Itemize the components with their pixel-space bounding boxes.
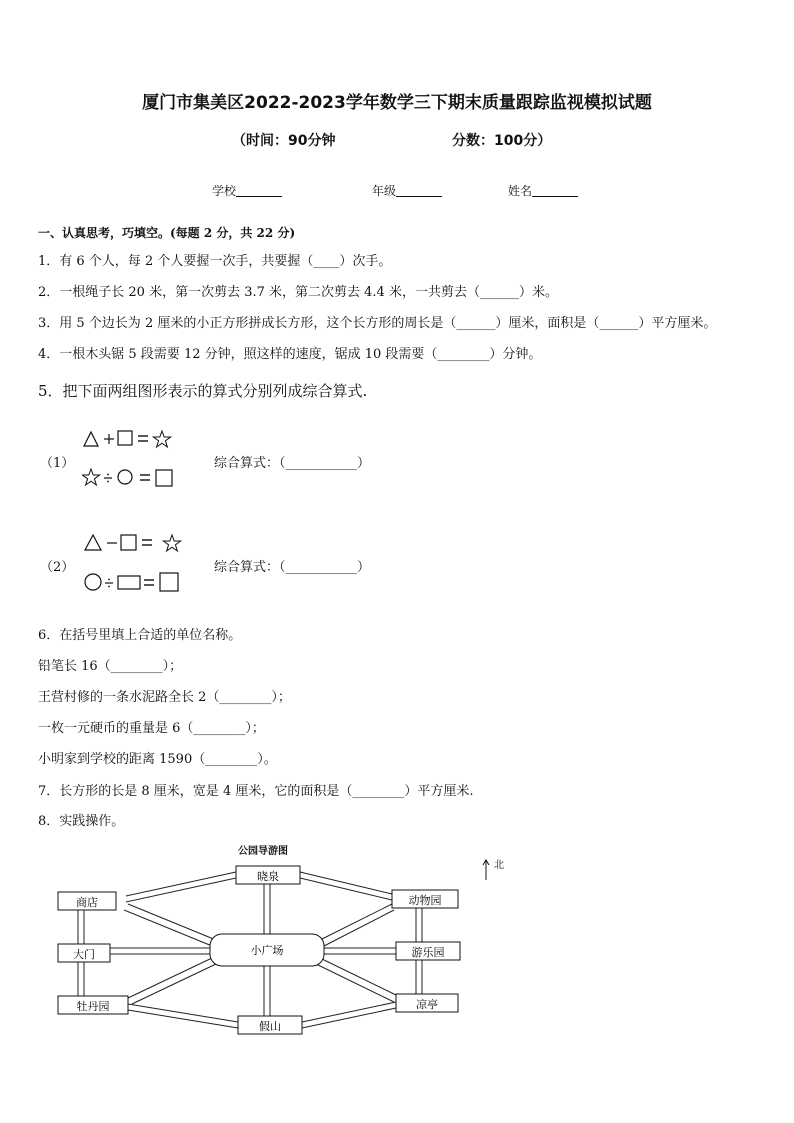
question-8: 8．实践操作。 bbox=[38, 814, 125, 829]
q5-1-label: （1） bbox=[40, 456, 75, 471]
exam-score: 分数：100分） bbox=[452, 133, 552, 149]
map-node-peony bbox=[58, 996, 128, 1014]
svg-text:大门: 大门 bbox=[73, 948, 95, 961]
svg-text:动物园: 动物园 bbox=[408, 894, 442, 907]
star-icon bbox=[82, 469, 99, 485]
name-field[interactable] bbox=[508, 182, 578, 199]
question-4: 4．一根木头锯 5 段需要 12 分钟，照这样的速度，锯成 10 段需要（________）分钟。 bbox=[38, 347, 542, 362]
map-node-zoo bbox=[392, 890, 458, 908]
question-5: 5．把下面两组图形表示的算式分别列成综合算式. bbox=[38, 382, 368, 400]
divide-icon bbox=[105, 579, 113, 588]
equals-icon bbox=[142, 540, 152, 545]
section-heading: 一、认真思考，巧填空。(每题 2 分，共 22 分) bbox=[38, 226, 296, 240]
q5-2-label: （2） bbox=[40, 560, 75, 575]
q5-2-shapes bbox=[82, 532, 186, 596]
divide-icon bbox=[104, 474, 112, 483]
equals-icon bbox=[140, 475, 150, 480]
question-6: 6．在括号里填上合适的单位名称。 bbox=[38, 628, 242, 643]
triangle-icon bbox=[84, 432, 98, 446]
question-3: 3．用 5 个边长为 2 厘米的小正方形拼成长方形，这个长方形的周长是（______）厘米，面积是（______）平方厘米。 bbox=[38, 316, 717, 331]
grade-label: 年级 bbox=[372, 184, 397, 198]
star-icon bbox=[163, 535, 180, 551]
q5-2-formula[interactable]: 综合算式：（___________） bbox=[214, 560, 371, 575]
map-title: 公园导游图 bbox=[238, 846, 288, 857]
map-node-amusement bbox=[396, 942, 460, 960]
school-field[interactable] bbox=[212, 182, 282, 199]
q5-1-formula[interactable]: 综合算式：（___________） bbox=[214, 456, 371, 471]
square-icon bbox=[160, 573, 178, 591]
map-node-center bbox=[210, 934, 324, 966]
school-label: 学校 bbox=[212, 184, 237, 198]
square-icon bbox=[118, 431, 132, 445]
question-6b: 王营村修的一条水泥路全长 2（________）； bbox=[38, 690, 291, 705]
svg-text:假山: 假山 bbox=[259, 1020, 281, 1033]
question-2: 2．一根绳子长 20 米，第一次剪去 3.7 米，第二次剪去 4.4 米，一共剪去（______）米。 bbox=[38, 285, 558, 300]
question-6a: 铅笔长 16（________）； bbox=[38, 659, 183, 674]
star-icon bbox=[153, 431, 170, 447]
equals-icon bbox=[138, 436, 148, 441]
map-node-gate bbox=[58, 944, 110, 962]
plus-icon bbox=[104, 434, 114, 444]
question-7: 7．长方形的长是 8 厘米，宽是 4 厘米，它的面积是（________）平方厘米. bbox=[38, 784, 474, 799]
square-icon bbox=[121, 535, 136, 550]
park-map bbox=[48, 858, 468, 1038]
svg-text:小广场: 小广场 bbox=[250, 944, 284, 957]
question-6d: 小明家到学校的距离 1590（________）。 bbox=[38, 752, 277, 767]
map-node-rockery bbox=[238, 1016, 302, 1034]
name-blank[interactable] bbox=[532, 184, 578, 197]
svg-text:游乐园: 游乐园 bbox=[411, 946, 445, 959]
question-1: 1．有 6 个人，每 2 个人要握一次手，共要握（____）次手。 bbox=[38, 254, 392, 269]
name-label: 姓名 bbox=[508, 184, 533, 198]
question-6c: 一枚一元硬币的重量是 6（________）； bbox=[38, 721, 265, 736]
svg-text:商店: 商店 bbox=[76, 896, 98, 909]
svg-text:牡丹园: 牡丹园 bbox=[76, 1000, 110, 1013]
rectangle-icon bbox=[118, 576, 140, 589]
q5-1-shapes bbox=[82, 428, 186, 490]
page-title: 厦门市集美区2022-2023学年数学三下期末质量跟踪监视模拟试题 bbox=[142, 93, 652, 113]
circle-icon bbox=[118, 470, 132, 484]
north-label: 北 bbox=[494, 860, 504, 871]
map-node-top bbox=[236, 866, 300, 884]
grade-blank[interactable] bbox=[396, 184, 442, 197]
svg-text:凉亭: 凉亭 bbox=[416, 998, 438, 1011]
equals-icon bbox=[144, 580, 154, 585]
map-node-shop bbox=[58, 892, 116, 910]
exam-time: （时间：90分钟 bbox=[232, 133, 336, 149]
grade-field[interactable] bbox=[372, 182, 442, 199]
school-blank[interactable] bbox=[236, 184, 282, 197]
triangle-icon bbox=[85, 535, 101, 550]
svg-text:晓泉: 晓泉 bbox=[257, 870, 279, 883]
map-node-pavilion bbox=[396, 994, 458, 1012]
square-icon bbox=[156, 470, 172, 486]
circle-icon bbox=[85, 574, 101, 590]
north-arrow-icon bbox=[480, 858, 492, 880]
